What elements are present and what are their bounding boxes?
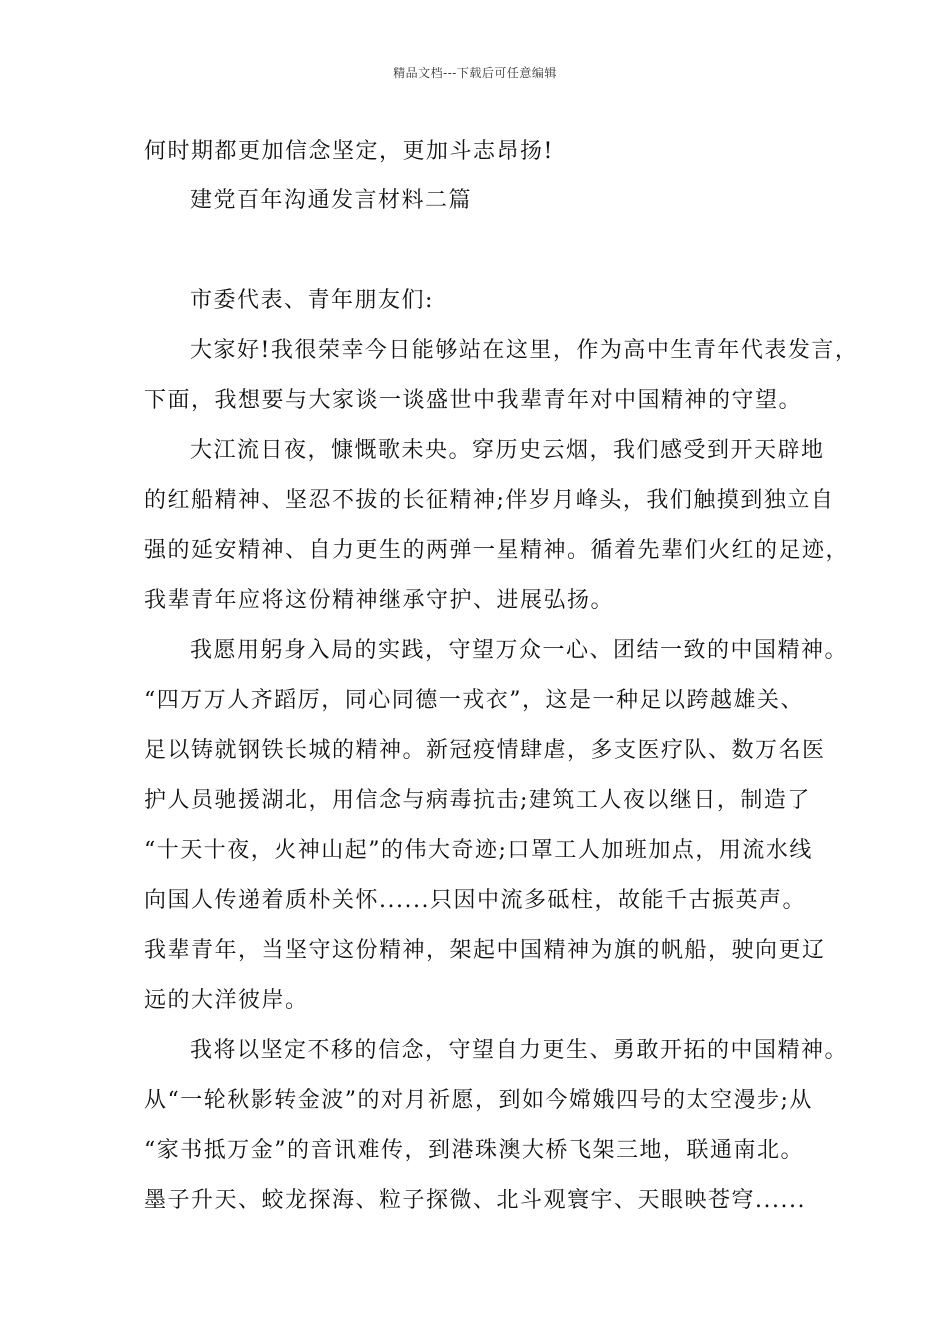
text-line: 我愿用躬身入局的实践，守望万众一心、团结一致的中国精神。 bbox=[190, 638, 849, 663]
text-line: 我辈青年，当坚守这份精神，架起中国精神为旗的帆船，驶向更辽 bbox=[144, 938, 826, 963]
text-line: 足以铸就钢铁长城的精神。新冠疫情肆虐，多支医疗队、数万名医 bbox=[144, 738, 826, 763]
text-line: 我将以坚定不移的信念，守望自力更生、勇敢开拓的中国精神。 bbox=[190, 1038, 849, 1063]
salutation: 市委代表、青年朋友们: bbox=[190, 288, 434, 313]
text-line: “家书抵万金”的音讯难传，到港珠澳大桥飞架三地，联通南北。 bbox=[144, 1138, 804, 1163]
text-line: 下面，我想要与大家谈一谈盛世中我辈青年对中国精神的守望。 bbox=[144, 388, 803, 413]
text-line: 远的大洋彼岸。 bbox=[144, 988, 309, 1013]
section-title: 建党百年沟通发言材料二篇 bbox=[190, 188, 473, 213]
text-line: 的红船精神、坚忍不拔的长征精神;伴岁月峰头，我们触摸到独立自 bbox=[144, 488, 835, 513]
text-line: 大家好!我很荣幸今日能够站在这里，作为高中生青年代表发言， bbox=[190, 338, 859, 363]
text-line: 我辈青年应将这份精神继承守护、进展弘扬。 bbox=[144, 588, 615, 613]
page-header: 精品文档---下载后可任意编辑 bbox=[393, 66, 557, 80]
text-line: 向国人传递着质朴关怀......只因中流多砥柱，故能千古振英声。 bbox=[144, 888, 806, 913]
text-line: “四万万人齐蹈厉，同心同德一戎衣”，这是一种足以跨越雄关、 bbox=[144, 688, 804, 713]
text-line: 何时期都更加信念坚定，更加斗志昂扬! bbox=[144, 139, 554, 164]
text-line: 墨子升天、蛟龙探海、粒子探微、北斗观寰宇、天眼映苍穹...... bbox=[144, 1188, 806, 1213]
text-line: 护人员驰援湖北，用信念与病毒抗击;建筑工人夜以继日，制造了 bbox=[144, 788, 811, 813]
text-line: “十天十夜，火神山起”的伟大奇迹;口罩工人加班加点，用流水线 bbox=[144, 838, 813, 863]
text-line: 从“一轮秋影转金波”的对月祈愿，到如今嫦娥四号的太空漫步;从 bbox=[144, 1088, 813, 1113]
text-line: 大江流日夜，慷慨歌未央。穿历史云烟，我们感受到开天辟地 bbox=[190, 438, 825, 463]
text-line: 强的延安精神、自力更生的两弹一星精神。循着先辈们火红的足迹， bbox=[144, 538, 850, 563]
